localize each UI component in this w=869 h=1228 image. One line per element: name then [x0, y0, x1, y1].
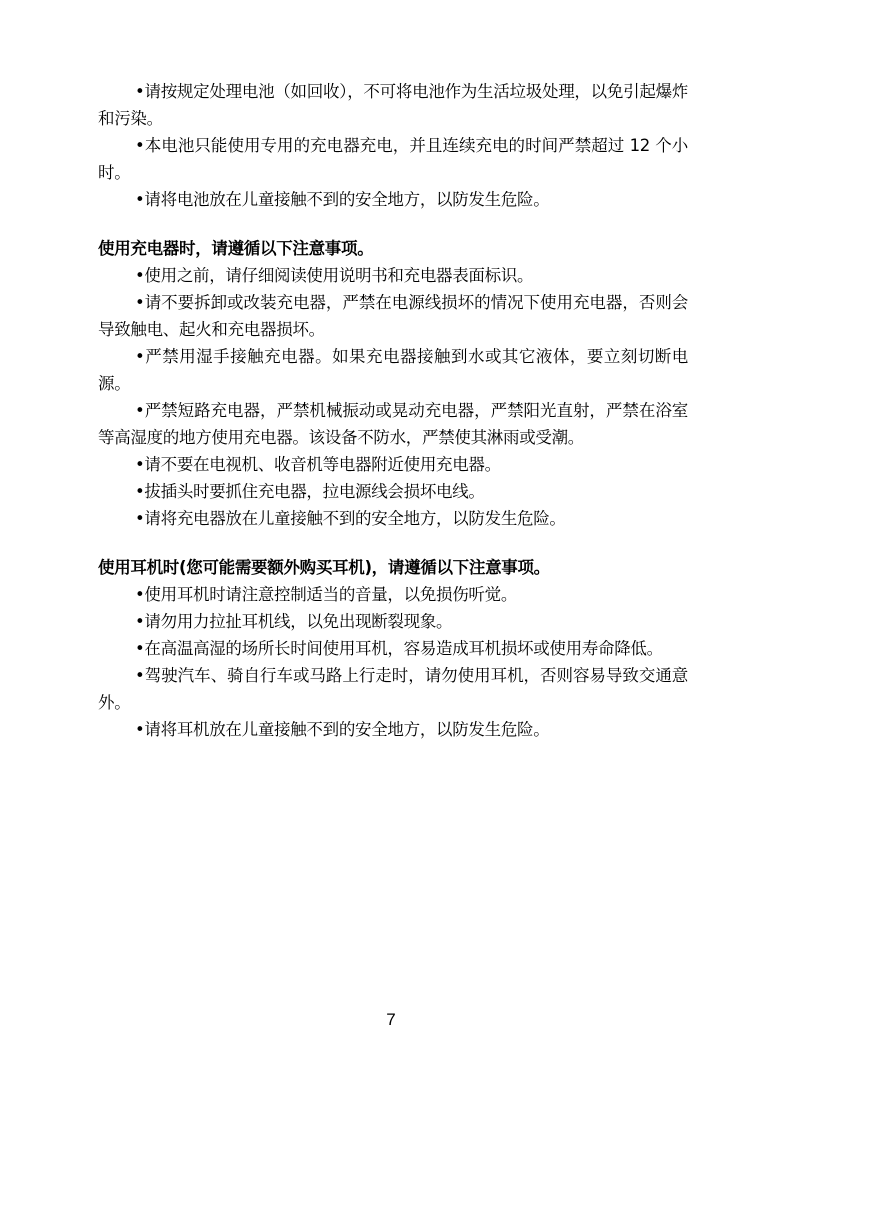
battery-child-safety-note: •请将电池放在儿童接触不到的安全地方，以防发生危险。 [135, 190, 550, 209]
charger-note: •请将充电器放在儿童接触不到的安全地方，以防发生危险。 [135, 509, 566, 528]
charger-section-heading: 使用充电器时，请遵循以下注意事项。 [98, 239, 374, 258]
charger-note: •请不要拆卸或改装充电器，严禁在电源线损坏的情况下使用充电器，否则会导致触电、起火和充电器损坏。 [98, 293, 688, 339]
earphone-note: •请将耳机放在儿童接触不到的安全地方，以防发生危险。 [135, 720, 550, 739]
battery-disposal-note: •请按规定处理电池（如回收），不可将电池作为生活垃圾处理，以免引起爆炸和污染。 [98, 82, 688, 128]
earphone-note: •请勿用力拉扯耳机线，以免出现断裂现象。 [135, 612, 453, 631]
page-number: 7 [386, 1010, 396, 1029]
earphone-note: •使用耳机时请注意控制适当的音量，以免损伤听觉。 [135, 585, 518, 604]
earphone-note: •驾驶汽车、骑自行车或马路上行走时，请勿使用耳机，否则容易导致交通意外。 [98, 666, 688, 712]
earphone-section-heading: 使用耳机时(您可能需要额外购买耳机)，请遵循以下注意事项。 [98, 558, 550, 577]
document-body [98, 78, 688, 743]
earphone-note: •在高温高湿的场所长时间使用耳机，容易造成耳机损坏或使用寿命降低。 [135, 639, 663, 658]
charger-note: •使用之前，请仔细阅读使用说明书和充电器表面标识。 [135, 266, 534, 285]
battery-charging-note: •本电池只能使用专用的充电器充电，并且连续充电的时间严禁超过 12 个小时。 [98, 136, 688, 182]
charger-note: •请不要在电视机、收音机等电器附近使用充电器。 [135, 455, 501, 474]
charger-note: •拔插头时要抓住充电器，拉电源线会损坏电线。 [135, 482, 485, 501]
charger-note: •严禁用湿手接触充电器。如果充电器接触到水或其它液体，要立刻切断电源。 [98, 347, 688, 393]
charger-note: •严禁短路充电器，严禁机械振动或晃动充电器，严禁阳光直射，严禁在浴室等高湿度的地方使用充电器。该设备不防水，严禁使其淋雨或受潮。 [98, 401, 688, 447]
